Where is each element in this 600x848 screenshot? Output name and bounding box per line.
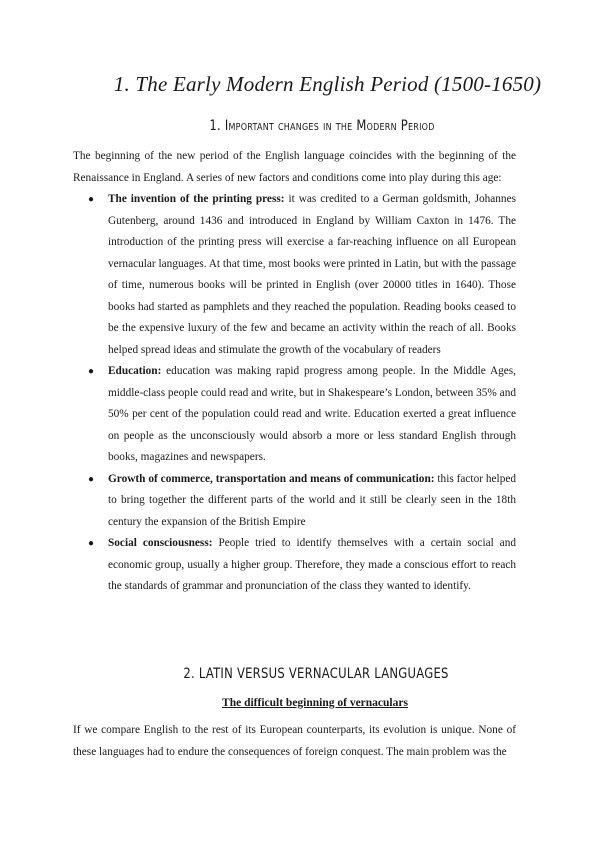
bullet-icon: ● bbox=[88, 194, 95, 205]
section-2-paragraph: If we compare English to the rest of its European counterparts, its evolution is unique. None of these languages had to endure the consequences of foreign conquest. The main problem was the bbox=[73, 724, 516, 758]
list-item bbox=[73, 533, 516, 598]
bullet-term: The invention of the printing press: bbox=[108, 193, 285, 205]
bullet-text: People tried to identify themselves with a certain social and economic group, usually a higher group. Therefore, they made a conscious effort to reach the standards of grammar and pronunciation of the class they wanted to identify. bbox=[108, 537, 516, 592]
section-2-heading bbox=[60, 666, 540, 682]
section-1-heading bbox=[60, 118, 540, 134]
bullet-text: education was making rapid progress among people. In the Middle Ages, middle-class people could read and write, but in Shakespeare’s London, between 35% and 50% per cent of the population could read and write. Education exerted a great influence on people as the unconsciously would absorb a more or less standard English through books, magazines and newspapers. bbox=[108, 365, 516, 463]
list-item bbox=[73, 469, 516, 534]
bullet-text: this factor helped to bring together the different parts of the world and it still be clearly seen in the 18th century the expansion of the British Empire bbox=[108, 472, 516, 528]
bullet-icon: ● bbox=[88, 473, 95, 485]
section-1-intro: The beginning of the new period of the English language coincides with the beginning of the Renaissance in England. A series of new factors and conditions come into play during this age: bbox=[73, 150, 516, 184]
page-title: 1. The Early Modern English Period (1500-1650) bbox=[113, 72, 542, 96]
bullet-term: Growth of commerce, transportation and means of communication: bbox=[108, 472, 435, 485]
factors-list bbox=[73, 189, 516, 598]
section-2-number: 2. bbox=[183, 666, 195, 682]
bullet-icon: ● bbox=[88, 366, 95, 377]
list-item bbox=[73, 189, 516, 361]
section-2-subheading: The difficult beginning of vernaculars bbox=[222, 697, 408, 709]
bullet-text: it was credited to a German goldsmith, Johannes Gutenberg, around 1436 and introduced in England by William Caxton in 1476. The introduction of the printing press will exercise a far-reaching influence on all European vernacular languages. At that time, most books were printed in Latin, but with the passage of time, numerous books will be printed in English (over 20000 titles in 1640). Those books had started as pamphlets and they reached the population. Reading books ceased to be the expensive luxury of the few and became an activity within the reach of all. Books helped spread ideas and stimulate the growth of the vocabulary of readers bbox=[108, 193, 516, 356]
bullet-icon: ● bbox=[88, 538, 95, 549]
list-item bbox=[73, 361, 516, 469]
bullet-term: Social consciousness: bbox=[108, 537, 213, 549]
bullet-term: Education: bbox=[108, 365, 162, 377]
section-1-number: 1. bbox=[209, 118, 221, 134]
section-2-title: LATIN VERSUS VERNACULAR LANGUAGES bbox=[198, 666, 449, 682]
section-1-title: Important changes in the Modern Period bbox=[224, 118, 435, 134]
